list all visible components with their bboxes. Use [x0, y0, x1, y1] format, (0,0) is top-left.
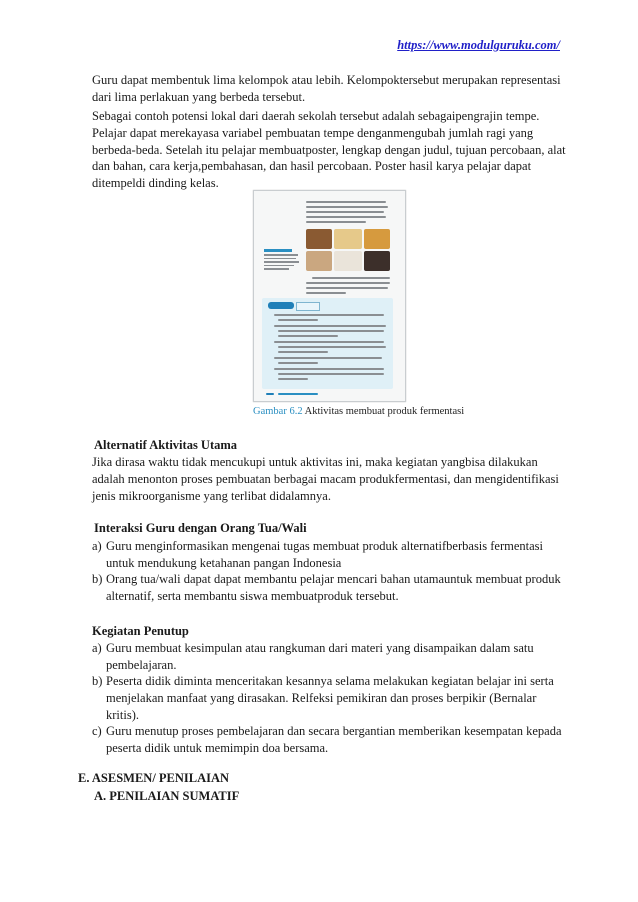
- textbook-page-image: [253, 190, 406, 402]
- activity-panel: [262, 298, 393, 389]
- intro-paragraph-2: Sebagai contoh potensi lokal dari daerah sekolah tersebut adalah sebagaipengrajin tempe. Pelajar dapat merekayasa variabel pembuatan tempe denganmengubah jumlah ragi yang berbeda-beda. Setelah itu pelajar membuatposter, lengkap dengan judul, tujuan percobaan, alat dan bahan, cara kerja,pembahasan, dan hasil percobaan. Poster hasil karya pelajar dapat ditempeldi dinding kelas.: [92, 109, 566, 191]
- yogurt-photo: [334, 251, 362, 271]
- section-e-heading: E. ASESMEN/ PENILAIAN: [78, 771, 230, 785]
- soy-sauce-photo: [364, 251, 390, 271]
- figure-side-caption: [264, 249, 300, 272]
- figure-caption-text: Aktivitas membuat produk fermentasi: [304, 406, 465, 417]
- figure-label: Gambar 6.2: [253, 406, 303, 417]
- intro-paragraph-1: Guru dapat membentuk lima kelompok atau lebih. Kelompoktersebut merupakan representasi dari lima perlakuan yang berbeda tersebut.: [92, 73, 561, 104]
- alternatif-heading: Alternatif Aktivitas Utama: [94, 438, 238, 452]
- penutup-heading: Kegiatan Penutup: [92, 624, 189, 638]
- mushroom-photo: [306, 251, 332, 271]
- list-item: b) Peserta didik diminta menceritakan kesannya selama melakukan kegiatan belajar ini serta menjelakan manfaat yang dirasakan. Relfeksi pemikiran dan proses berpikir (Bernalar kritis).: [92, 674, 554, 722]
- list-item: b) Orang tua/wali dapat dapat membantu pelajar mencari bahan utamauntuk membuat produk alternatif, serta membantu siswa membuatproduk tersebut.: [92, 572, 561, 603]
- interaksi-heading: Interaksi Guru dengan Orang Tua/Wali: [94, 521, 307, 535]
- cheese-photo: [334, 229, 362, 249]
- section-a-heading: A. PENILAIAN SUMATIF: [94, 789, 240, 803]
- header-url-link[interactable]: https://www.modulguruku.com/: [397, 38, 560, 52]
- activity-badge: [268, 302, 294, 309]
- tempe-photo: [364, 229, 390, 249]
- bread-photo: [306, 229, 332, 249]
- list-item: a) Guru membuat kesimpulan atau rangkuman dari materi yang disampaikan dalam satu pembelajaran.: [92, 641, 534, 672]
- figure-caption: [253, 405, 464, 418]
- list-item: a) Guru menginformasikan mengenai tugas membuat produk alternatifberbasis fermentasi untuk mendukung ketahanan pangan Indonesia: [92, 539, 544, 570]
- list-item: c) Guru menutup proses pembelajaran dan secara bergantian memberikan kesempatan kepada peserta didik untuk memimpin doa bersama.: [92, 724, 562, 755]
- alternatif-text: Jika dirasa waktu tidak mencukupi untuk aktivitas ini, maka kegiatan yangbisa dilakukan adalah menonton proses pembuatan berbagai macam produkfermentasi, dan mengidentifikasi jenis mikroorganisme yang terlibat didalamnya.: [92, 455, 559, 503]
